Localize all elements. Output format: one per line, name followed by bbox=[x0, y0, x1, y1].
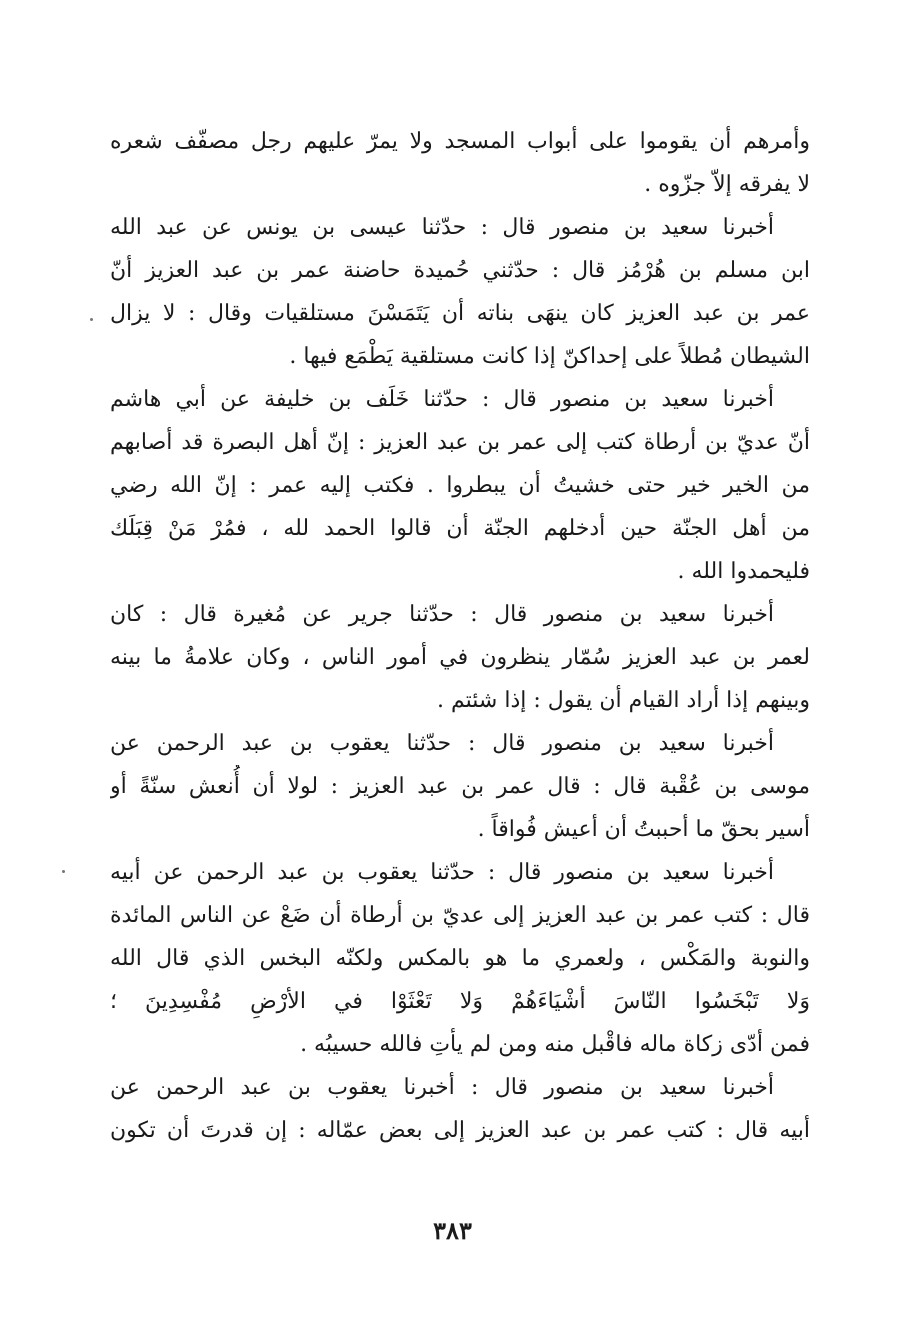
text-line: عمر بن عبد العزيز كان ينهَى بناته أن يَتَمَسْنَ مستلقيات وقال : لا يزال bbox=[110, 301, 810, 326]
text-line: وَلا تَبْخَسُوا النّاسَ أشْيَاءَهُمْ وَلا تَعْثَوْا في الأرْضِ مُفْسِدِينَ ؛ bbox=[110, 989, 810, 1014]
text-line: أخبرنا سعيد بن منصور قال : أخبرنا يعقوب بن عبد الرحمن عن bbox=[110, 1075, 774, 1100]
page-number: ٣٨٣ bbox=[433, 1216, 472, 1245]
text-line: أبيه قال : كتب عمر بن عبد العزيز إلى بعض عمّاله : إن قدرتَ أن تكون bbox=[110, 1118, 810, 1143]
text-line: لعمر بن عبد العزيز سُمّار ينظرون في أمور الناس ، وكان علامةُ ما بينه bbox=[110, 645, 810, 670]
text-line: فليحمدوا الله . bbox=[677, 559, 810, 584]
text-line: والنوبة والمَكْس ، ولعمري ما هو بالمكس ولكنّه البخس الذي قال الله bbox=[110, 946, 810, 971]
text-line: وأمرهم أن يقوموا على أبواب المسجد ولا يمرّ عليهم رجل مصفّف شعره bbox=[110, 129, 810, 154]
text-line: وبينهم إذا أراد القيام أن يقول : إذا شئتم . bbox=[437, 688, 810, 713]
text-line: موسى بن عُقْبة قال : قال عمر بن عبد العزيز : لولا أن أُنعش سنّةً أو bbox=[110, 774, 810, 799]
text-line: أسير بحقّ ما أحببتُ أن أعيش فُواقاً . bbox=[477, 817, 810, 842]
text-line: أنّ عديّ بن أرطاة كتب إلى عمر بن عبد العزيز : إنّ أهل البصرة قد أصابهم bbox=[110, 430, 810, 455]
text-line: من أهل الجنّة حين أدخلهم الجنّة أن قالوا الحمد لله ، فمُرْ مَنْ قِبَلَك bbox=[110, 516, 810, 541]
scan-speck bbox=[90, 318, 93, 321]
text-line: ابن مسلم بن هُرْمُز قال : حدّثني حُميدة حاضنة عمر بن عبد العزيز أنّ bbox=[110, 258, 810, 283]
text-line: قال : كتب عمر بن عبد العزيز إلى عديّ بن أرطاة أن ضَعْ عن الناس المائدة bbox=[110, 903, 810, 928]
scan-speck bbox=[62, 870, 65, 873]
text-line: من الخير خير حتى خشيتُ أن يبطروا . فكتب إليه عمر : إنّ الله رضي bbox=[110, 473, 810, 498]
text-line: أخبرنا سعيد بن منصور قال : حدّثنا جرير عن مُغيرة قال : كان bbox=[110, 602, 774, 627]
body-text bbox=[110, 120, 810, 1152]
text-line: الشيطان مُطلاً على إحداكنّ إذا كانت مستلقية يَطْمَع فيها . bbox=[289, 344, 810, 369]
text-line: أخبرنا سعيد بن منصور قال : حدّثنا خَلَف بن خليفة عن أبي هاشم bbox=[110, 387, 774, 412]
text-line: أخبرنا سعيد بن منصور قال : حدّثنا يعقوب بن عبد الرحمن عن bbox=[110, 731, 774, 756]
text-line: أخبرنا سعيد بن منصور قال : حدّثنا يعقوب بن عبد الرحمن عن أبيه bbox=[110, 860, 774, 885]
text-line: أخبرنا سعيد بن منصور قال : حدّثنا عيسى بن يونس عن عبد الله bbox=[110, 215, 774, 240]
text-line: لا يفرقه إلاّ جزّوه . bbox=[644, 172, 810, 197]
text-line: فمن أدّى زكاة ماله فاقْبل منه ومن لم يأتِ فالله حسيبُه . bbox=[300, 1032, 810, 1057]
